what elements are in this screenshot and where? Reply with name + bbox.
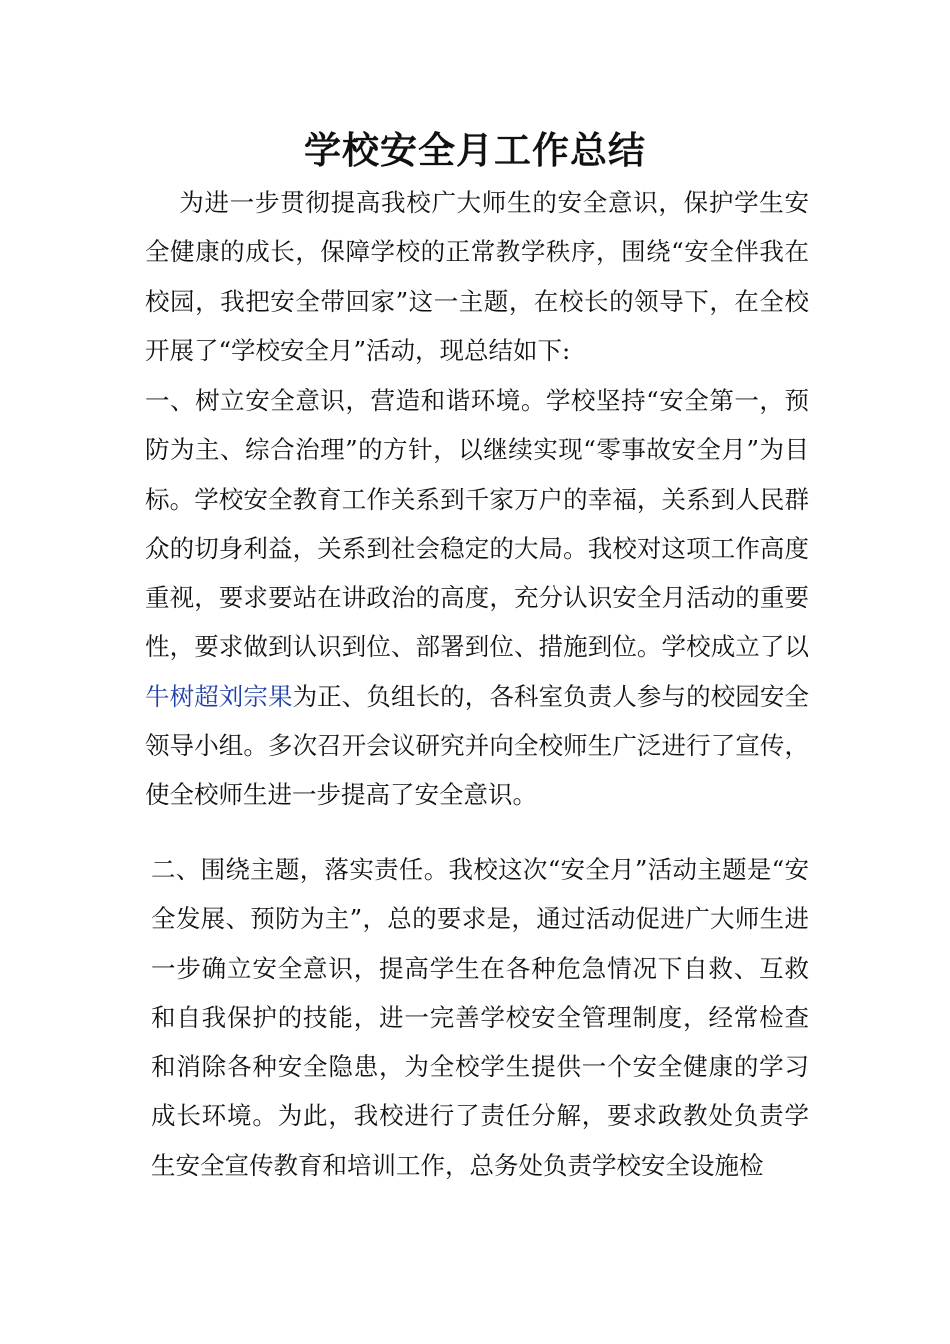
leader-names-link[interactable]: 牛树超刘宗果	[145, 681, 293, 711]
section-1-text-after: 为正、负组长的，各科室负责人参与的校园安全领导小组。多次召开会议研究并向全校师生广泛进行了宣传，使全校师生进一步提高了安全意识。	[145, 681, 809, 810]
section-1-text-before: 一、树立安全意识，营造和谐环境。学校坚持“安全第一，预防为主、综合治理”的方针，以继续实现“零事故安全月”为目标。学校安全教育工作关系到千家万户的幸福，关系到人民群众的切身利益，关系到社会稳定的大局。我校对这项工作高度重视，要求要站在讲政治的高度，充分认识安全月活动的重要性，要求做到认识到位、部署到位、措施到位。学校成立了以	[145, 386, 809, 662]
intro-paragraph: 为进一步贯彻提高我校广大师生的安全意识，保护学生安全健康的成长，保障学校的正常教学秩序，围绕“安全伴我在校园，我把安全带回家”这一主题，在校长的领导下，在全校开展了“学校安全月”活动，现总结如下:	[145, 188, 809, 365]
section-1-paragraph	[145, 376, 809, 820]
document-title: 学校安全月工作总结	[304, 128, 646, 172]
section-2-paragraph: 二、围绕主题，落实责任。我校这次“安全月”活动主题是“安全发展、预防为主”，总的要求是，通过活动促进广大师生进一步确立安全意识，提高学生在各种危急情况下自救、互救和自我保护的技能，进一完善学校安全管理制度，经常检查和消除各种安全隐患，为全校学生提供一个安全健康的学习成长环境。为此，我校进行了责任分解，要求政教处负责学生安全宣传教育和培训工作，总务处负责学校安全设施检	[151, 855, 809, 1180]
